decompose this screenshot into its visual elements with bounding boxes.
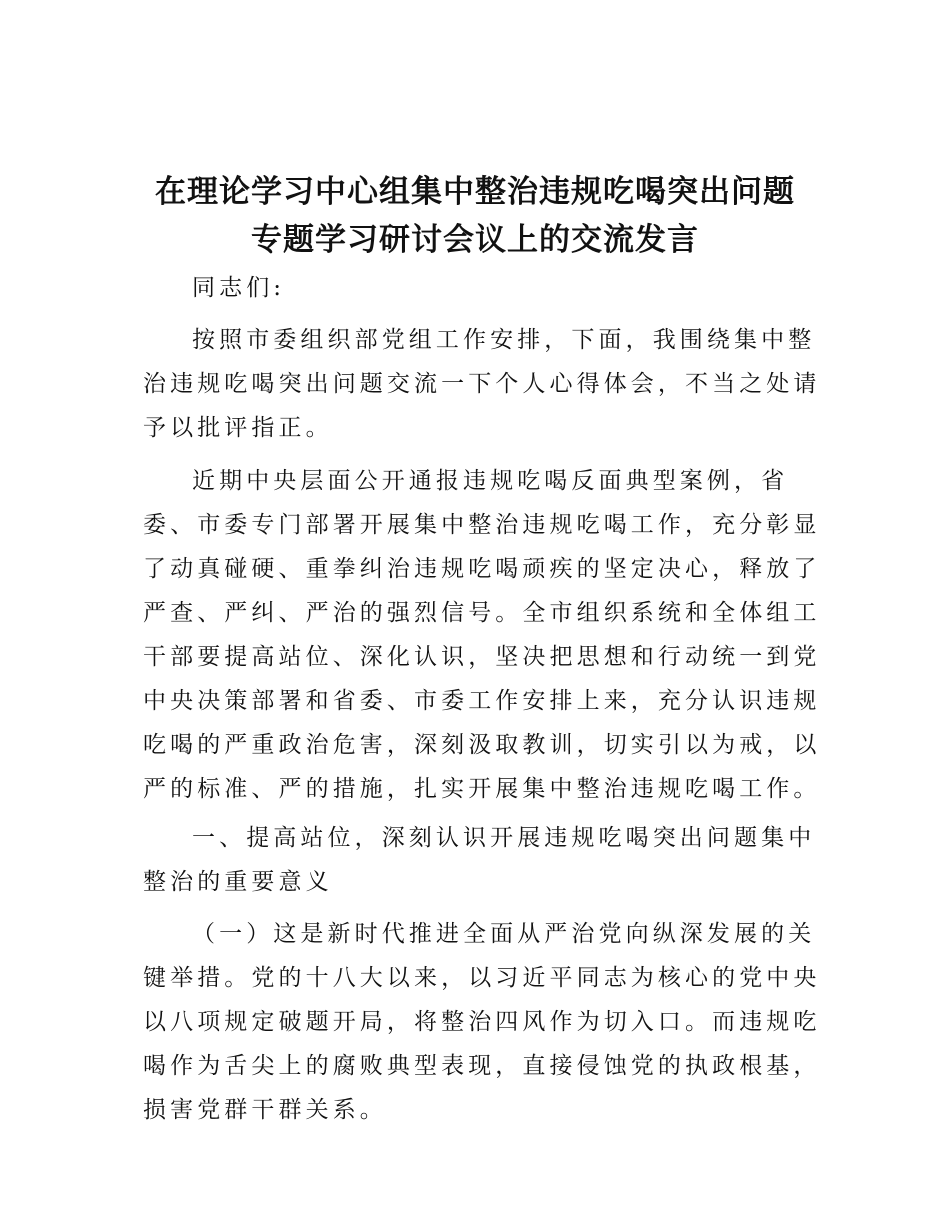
section-heading-1: 一、提高站位，深刻认识开展违规吃喝突出问题集中整治的重要意义 (143, 825, 816, 895)
subsection-paragraph-1: （一）这是新时代推进全面从严治党向纵深发展的关键举措。党的十八大以来，以习近平同志为核心的党中央以八项规定破题开局，将整治四风作为切入口。而违规吃喝作为舌尖上的腐败典型表现，直接侵蚀党的执政根基，损害党群干群关系。 (143, 921, 821, 1123)
paragraph-background: 近期中央层面公开通报违规吃喝反面典型案例，省委、市委专门部署开展集中整治违规吃喝工作，充分彰显了动真碰硬、重拳纠治违规吃喝顽疾的坚定决心，释放了严查、严纠、严治的强烈信号。全市组织系统和全体组工干部要提高站位、深化认识，坚决把思想和行动统一到党中央决策部署和省委、市委工作安排上来，充分认识违规吃喝的严重政治危害，深刻汲取教训，切实引以为戒，以严的标准、严的措施，扎实开展集中整治违规吃喝工作。 (143, 468, 821, 802)
document-title-line-2: 专题学习研讨会议上的交流发言 (251, 222, 699, 258)
paragraph-intro: 按照市委组织部党组工作安排，下面，我围绕集中整治违规吃喝突出问题交流一下个人心得体会，不当之处请予以批评指正。 (143, 327, 821, 441)
document-title-line-1: 在理论学习中心组集中整治违规吃喝突出问题 (155, 174, 795, 210)
greeting: 同志们: (192, 275, 286, 301)
